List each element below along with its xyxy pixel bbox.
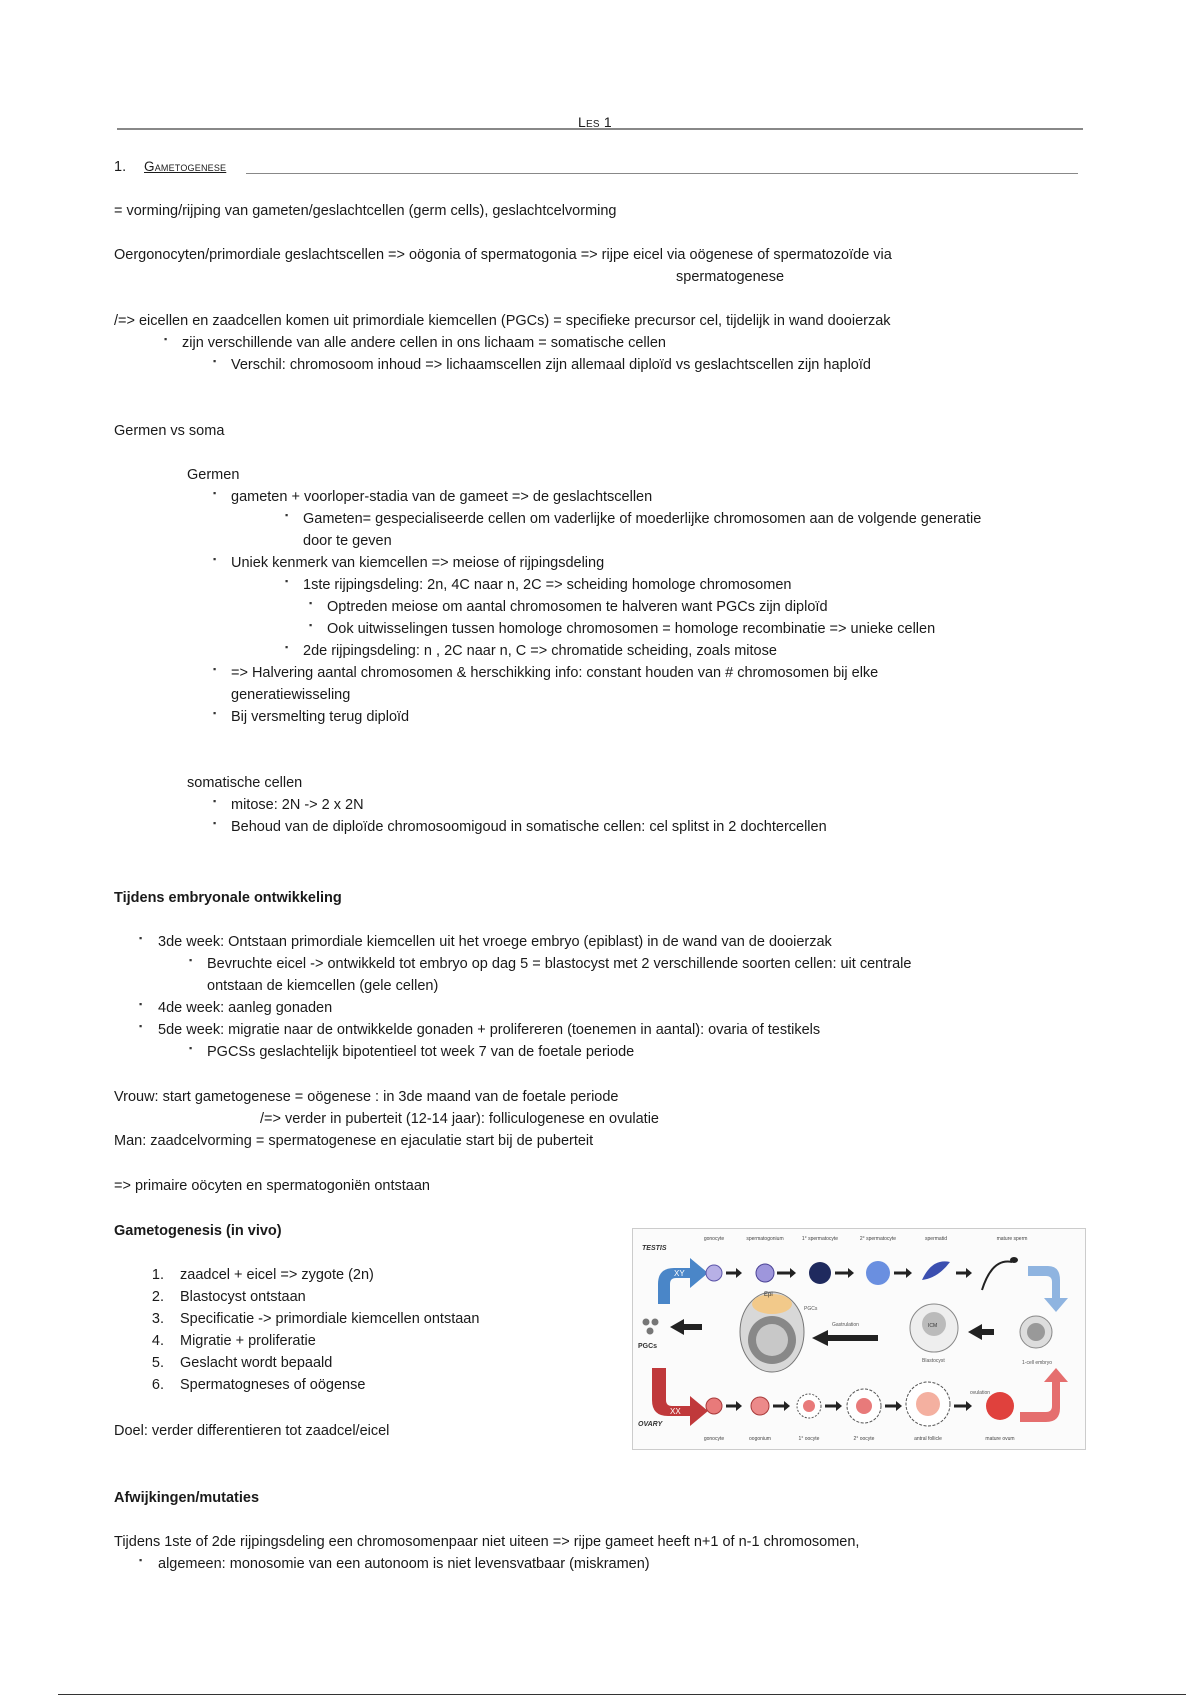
- soma-bullet-1: mitose: 2N -> 2 x 2N: [231, 797, 364, 813]
- bullet-icon: ▪: [189, 955, 193, 965]
- goal-text: Doel: verder differentieren tot zaadcel/eicel: [114, 1423, 390, 1439]
- blastocyst-label: Blastocyst: [922, 1358, 945, 1364]
- germen-bullet-4: Bij versmelting terug diploïd: [231, 709, 410, 725]
- germen-bullet-2b: 2de rijpingsdeling: n , 2C naar n, C => chromatide scheiding, zoals mitose: [303, 643, 777, 659]
- footer-rule: [58, 1694, 1186, 1695]
- germen-bullet-3: => Halvering aantal chromosomen & herschikking info: constant houden van # chromosomen bij elke: [231, 665, 879, 681]
- germen-bullet-2: Uniek kenmerk van kiemcellen => meiose of rijpingsdeling: [231, 555, 605, 571]
- germen-label: Germen: [187, 467, 240, 483]
- bullet-icon: ▪: [213, 796, 217, 806]
- bullet-icon: ▪: [309, 620, 313, 630]
- step-item: Geslacht wordt bepaald: [180, 1355, 333, 1371]
- ovary-label: OVARY: [638, 1421, 663, 1428]
- bottom-stage-label: mature ovum: [985, 1436, 1015, 1442]
- bullet-icon: ▪: [285, 576, 289, 586]
- embryo-bullet-1a-cont: ontstaan de kiemcellen (gele cellen): [207, 978, 439, 994]
- embryo-bullet-3a: PGCSs geslachtelijk bipotentieel tot week 7 van de foetale periode: [207, 1044, 635, 1060]
- vrouw-text: Vrouw: start gametogenese = oögenese : in 3de maand van de foetale periode: [114, 1089, 619, 1105]
- page-title: Les 1: [578, 114, 612, 130]
- top-stage-label: spermatid: [925, 1236, 947, 1242]
- section-rule: [246, 173, 1078, 174]
- ovulation-label: ovulation: [970, 1390, 991, 1396]
- step-number: 1.: [151, 1267, 164, 1283]
- pathway-text: Oergonocyten/primordiale geslachtscellen => oögonia of spermatogonia => rijpe eicel via oögenese of spermatozoïde via: [114, 247, 892, 263]
- gastrulation-label: Gastrulation: [832, 1322, 859, 1328]
- gametogenesis-heading: Gametogenesis (in vivo): [114, 1223, 282, 1239]
- step-item: Spermatogneses of oögense: [180, 1377, 366, 1393]
- embryo-bullet-1a: Bevruchte eicel -> ontwikkeld tot embryo op dag 5 = blastocyst met 2 verschillende soorten cellen: uit centrale: [207, 956, 912, 972]
- step-number: 6.: [151, 1377, 164, 1393]
- bottom-stage-label: gonocyte: [703, 1436, 725, 1442]
- step-item: Blastocyst ontstaan: [180, 1289, 306, 1305]
- germen-soma-heading: Germen vs soma: [114, 423, 225, 439]
- origin-bullet-2: Verschil: chromosoom inhoud => lichaamscellen zijn allemaal diploïd vs geslachtscellen zijn haploïd: [231, 357, 871, 373]
- step-number: 2.: [151, 1289, 164, 1305]
- bullet-icon: ▪: [213, 708, 217, 718]
- testis-label: TESTIS: [642, 1245, 667, 1252]
- pgcs-small-label: PGCs: [804, 1306, 818, 1312]
- header-rule: [117, 128, 1083, 130]
- bullet-icon: ▪: [139, 999, 143, 1009]
- afwijkingen-bullet-1: algemeen: monosomie van een autonoom is niet levensvatbaar (miskramen): [158, 1556, 650, 1572]
- bullet-icon: ▪: [213, 356, 217, 366]
- bottom-stage-label: oogonium: [749, 1436, 771, 1442]
- bottom-stage-label: antral follicle: [914, 1436, 942, 1442]
- soma-bullet-2: Behoud van de diploïde chromosoomigoud in somatische cellen: cel splitst in 2 dochtercellen: [231, 819, 827, 835]
- bullet-icon: ▪: [164, 334, 168, 344]
- step-number: 4.: [151, 1333, 164, 1349]
- step-item: zaadcel + eicel => zygote (2n): [180, 1267, 374, 1283]
- germen-bullet-1a: Gameten= gespecialiseerde cellen om vaderlijke of moederlijke chromosomen aan de volgende generatie: [303, 511, 982, 527]
- germen-bullet-2a: 1ste rijpingsdeling: 2n, 4C naar n, 2C => scheiding homologe chromosomen: [303, 577, 792, 593]
- xy-label: XY: [674, 1269, 685, 1278]
- pgcs-label: PGCs: [638, 1343, 658, 1350]
- bullet-icon: ▪: [285, 510, 289, 520]
- zygote-label: 1-cell embryo: [1022, 1360, 1053, 1366]
- vrouw-text-cont: /=> verder in puberteit (12-14 jaar): folliculogenese en ovulatie: [260, 1111, 659, 1127]
- embryo-heading: Tijdens embryonale ontwikkeling: [114, 890, 342, 906]
- bullet-icon: ▪: [309, 598, 313, 608]
- bullet-icon: ▪: [213, 488, 217, 498]
- man-text: Man: zaadcelvorming = spermatogenese en ejaculatie start bij de puberteit: [114, 1133, 594, 1149]
- afwijkingen-heading: Afwijkingen/mutaties: [114, 1490, 260, 1506]
- icm-label: ICM: [928, 1323, 938, 1329]
- soma-label: somatische cellen: [187, 775, 303, 791]
- top-stage-label: 2° spermatocyte: [859, 1236, 897, 1242]
- section-number: 1.: [114, 159, 127, 175]
- top-stage-label: mature sperm: [996, 1236, 1028, 1242]
- xx-label: XX: [670, 1407, 681, 1416]
- embryo-bullet-1: 3de week: Ontstaan primordiale kiemcellen uit het vroege embryo (epiblast) in de wand van de dooierzak: [158, 934, 832, 950]
- germen-bullet-2a2: Ook uitwisselingen tussen homologe chromosomen = homologe recombinatie => unieke cellen: [327, 621, 936, 637]
- embryo-bullet-2: 4de week: aanleg gonaden: [158, 1000, 333, 1016]
- top-stage-label: 1° spermatocyte: [801, 1236, 839, 1242]
- bullet-icon: ▪: [139, 1021, 143, 1031]
- embryo-bullet-3: 5de week: migratie naar de ontwikkelde gonaden + prolifereren (toenemen in aantal): ovaria of testikels: [158, 1022, 821, 1038]
- section-title: Gametogenese: [144, 159, 227, 174]
- definition-text: = vorming/rijping van gameten/geslachtcellen (germ cells), geslachtcelvorming: [114, 203, 617, 219]
- gametogenesis-figure: [632, 1228, 1086, 1450]
- top-stage-label: spermatogonium: [746, 1236, 784, 1242]
- bottom-stage-label: 2° oocyte: [853, 1436, 875, 1442]
- germen-bullet-2a1: Optreden meiose om aantal chromosomen te halveren want PGCs zijn diploïd: [327, 599, 828, 615]
- bullet-icon: ▪: [285, 642, 289, 652]
- afwijkingen-text: Tijdens 1ste of 2de rijpingsdeling een chromosomenpaar niet uiteen => rijpe gameet heeft n+1 of n-1 chromosomen,: [114, 1534, 860, 1550]
- step-number: 5.: [151, 1355, 164, 1371]
- germen-bullet-3-cont: generatiewisseling: [231, 687, 351, 703]
- step-item: Migratie + proliferatie: [180, 1333, 316, 1349]
- bullet-icon: ▪: [139, 933, 143, 943]
- bullet-icon: ▪: [213, 554, 217, 564]
- origin-bullet-1: zijn verschillende van alle andere cellen in ons lichaam = somatische cellen: [182, 335, 667, 351]
- bullet-icon: ▪: [139, 1555, 143, 1565]
- pathway-text-cont: spermatogenese: [676, 269, 785, 285]
- step-number: 3.: [151, 1311, 164, 1327]
- bullet-icon: ▪: [213, 664, 217, 674]
- top-stage-label: gonocyte: [703, 1236, 725, 1242]
- germen-bullet-1: gameten + voorloper-stadia van de gameet => de geslachtscellen: [231, 489, 653, 505]
- origin-text: /=> eicellen en zaadcellen komen uit primordiale kiemcellen (PGCs) = specifieke precursor cel, tijdelijk in wand dooierzak: [114, 313, 891, 329]
- bullet-icon: ▪: [213, 818, 217, 828]
- bullet-icon: ▪: [189, 1043, 193, 1053]
- epi-label: Epi: [764, 1292, 773, 1298]
- result-text: => primaire oöcyten en spermatogoniën ontstaan: [114, 1178, 430, 1194]
- germen-bullet-1a-cont: door te geven: [303, 533, 392, 549]
- bottom-stage-label: 1° oocyte: [798, 1436, 820, 1442]
- step-item: Specificatie -> primordiale kiemcellen ontstaan: [180, 1311, 480, 1327]
